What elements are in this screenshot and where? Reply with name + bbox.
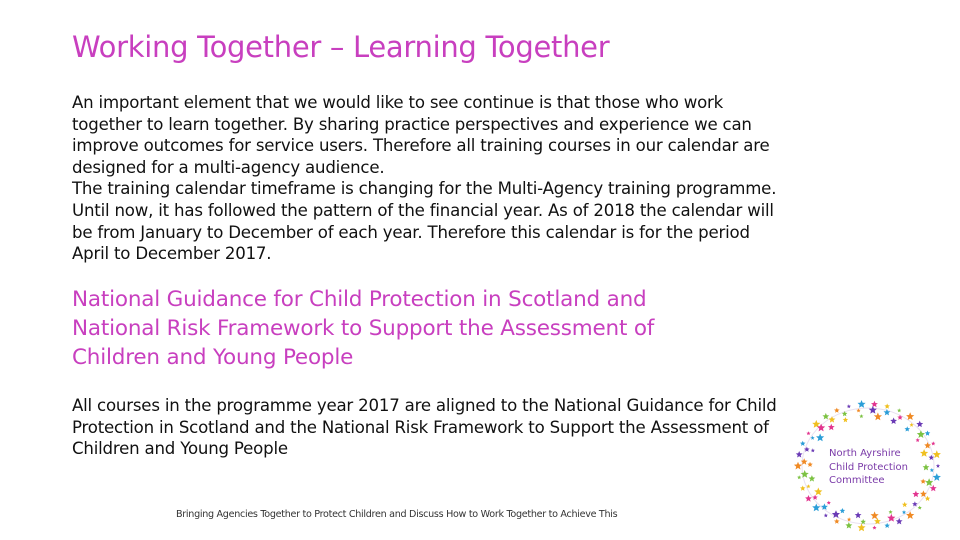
- logo-star: [859, 414, 863, 418]
- logo-star: [845, 522, 852, 529]
- logo-star: [807, 462, 813, 467]
- intro-line: be from January to December of each year. Therefore this calendar is for the period: [72, 222, 750, 242]
- logo-star: [809, 475, 816, 482]
- logo-star: [897, 415, 903, 420]
- guidance-heading: [72, 285, 654, 372]
- page-title: Working Together – Learning Together: [72, 30, 610, 64]
- logo-star: [918, 506, 922, 510]
- logo-star: [925, 431, 931, 436]
- intro-line: Until now, it has followed the pattern of the financial year. As of 2018 the calendar will: [72, 200, 774, 220]
- logo-star: [817, 424, 825, 432]
- logo-star: [925, 496, 931, 501]
- logo-star: [912, 491, 919, 498]
- logo-star: [884, 523, 890, 528]
- intro-line: An important element that we would like to see continue is that those who work: [72, 93, 724, 112]
- logo-star: [821, 503, 828, 510]
- logo-star: [828, 424, 835, 431]
- logo-star: [920, 479, 926, 484]
- logo-star: [874, 412, 882, 420]
- logo-caption-line: Committee: [829, 475, 885, 486]
- logo-star: [872, 526, 876, 530]
- logo-star: [840, 508, 846, 513]
- intro-line: improve outcomes for service users. Therefore all training courses in our calendar are: [72, 136, 770, 156]
- logo-star: [869, 406, 877, 414]
- logo-star: [843, 417, 849, 422]
- logo-star: [871, 401, 878, 408]
- logo-star: [858, 400, 866, 408]
- logo-star: [794, 462, 802, 470]
- logo-star: [811, 448, 815, 452]
- logo-star: [834, 408, 840, 413]
- footer-tagline: Bringing Agencies Together to Protect Children and Discuss How to Work Together to Achieve This: [176, 509, 618, 520]
- logo-star: [806, 431, 810, 435]
- intro-line: The training calendar timeframe is changing for the Multi-Agency training programme.: [72, 179, 777, 199]
- logo-star: [796, 451, 803, 458]
- logo-star: [933, 473, 941, 481]
- logo-star: [824, 513, 828, 517]
- guidance-heading-line: Children and Young People: [72, 345, 354, 370]
- guidance-heading-line: National Guidance for Child Protection in Scotland and: [72, 287, 647, 312]
- logo-star: [890, 418, 897, 425]
- guidance-paragraph: [72, 395, 832, 460]
- logo-star: [800, 441, 806, 446]
- intro-line: together to learn together. By sharing practice perspectives and experience we can: [72, 114, 752, 134]
- intro-line: April to December 2017.: [72, 244, 272, 264]
- logo-star: [930, 485, 937, 492]
- intro-line: designed for a multi-agency audience.: [72, 157, 385, 177]
- intro-paragraph: [72, 92, 832, 265]
- logo-star: [905, 426, 911, 431]
- guidance-heading-line: National Risk Framework to Support the Assessment of: [72, 316, 655, 341]
- logo-star: [797, 475, 801, 479]
- logo-star: [916, 421, 923, 428]
- logo-star: [822, 413, 829, 420]
- logo-star: [884, 404, 890, 409]
- logo-caption-line: Child Protection: [829, 461, 908, 473]
- logo-star: [923, 464, 930, 471]
- logo-star: [847, 404, 851, 408]
- logo-star: [855, 512, 862, 519]
- logo-star: [917, 430, 925, 438]
- logo-star: [827, 501, 831, 505]
- logo-star: [814, 488, 822, 496]
- guidance-line: Protection in Scotland and the National Risk Framework to Support the Assessment of: [72, 417, 769, 437]
- guidance-line: Children and Young People: [72, 439, 288, 459]
- logo-star: [847, 517, 851, 521]
- logo-star: [902, 502, 908, 507]
- logo-star: [816, 434, 824, 442]
- guidance-line: All courses in the programme year 2017 are aligned to the National Guidance for Child: [72, 396, 777, 415]
- logo-star: [924, 442, 931, 449]
- logo-star: [834, 519, 840, 524]
- logo-caption: [829, 447, 908, 488]
- logo-star: [889, 510, 893, 514]
- logo-star: [829, 416, 836, 423]
- logo-caption-line: North Ayrshire: [829, 448, 901, 459]
- logo-star: [897, 408, 901, 412]
- logo-star: [931, 441, 935, 445]
- logo-star: [800, 486, 806, 491]
- logo-star: [858, 523, 866, 531]
- logo-star: [920, 449, 928, 457]
- logo-star: [936, 464, 940, 468]
- logo-star: [920, 490, 927, 497]
- logo-star: [916, 438, 920, 442]
